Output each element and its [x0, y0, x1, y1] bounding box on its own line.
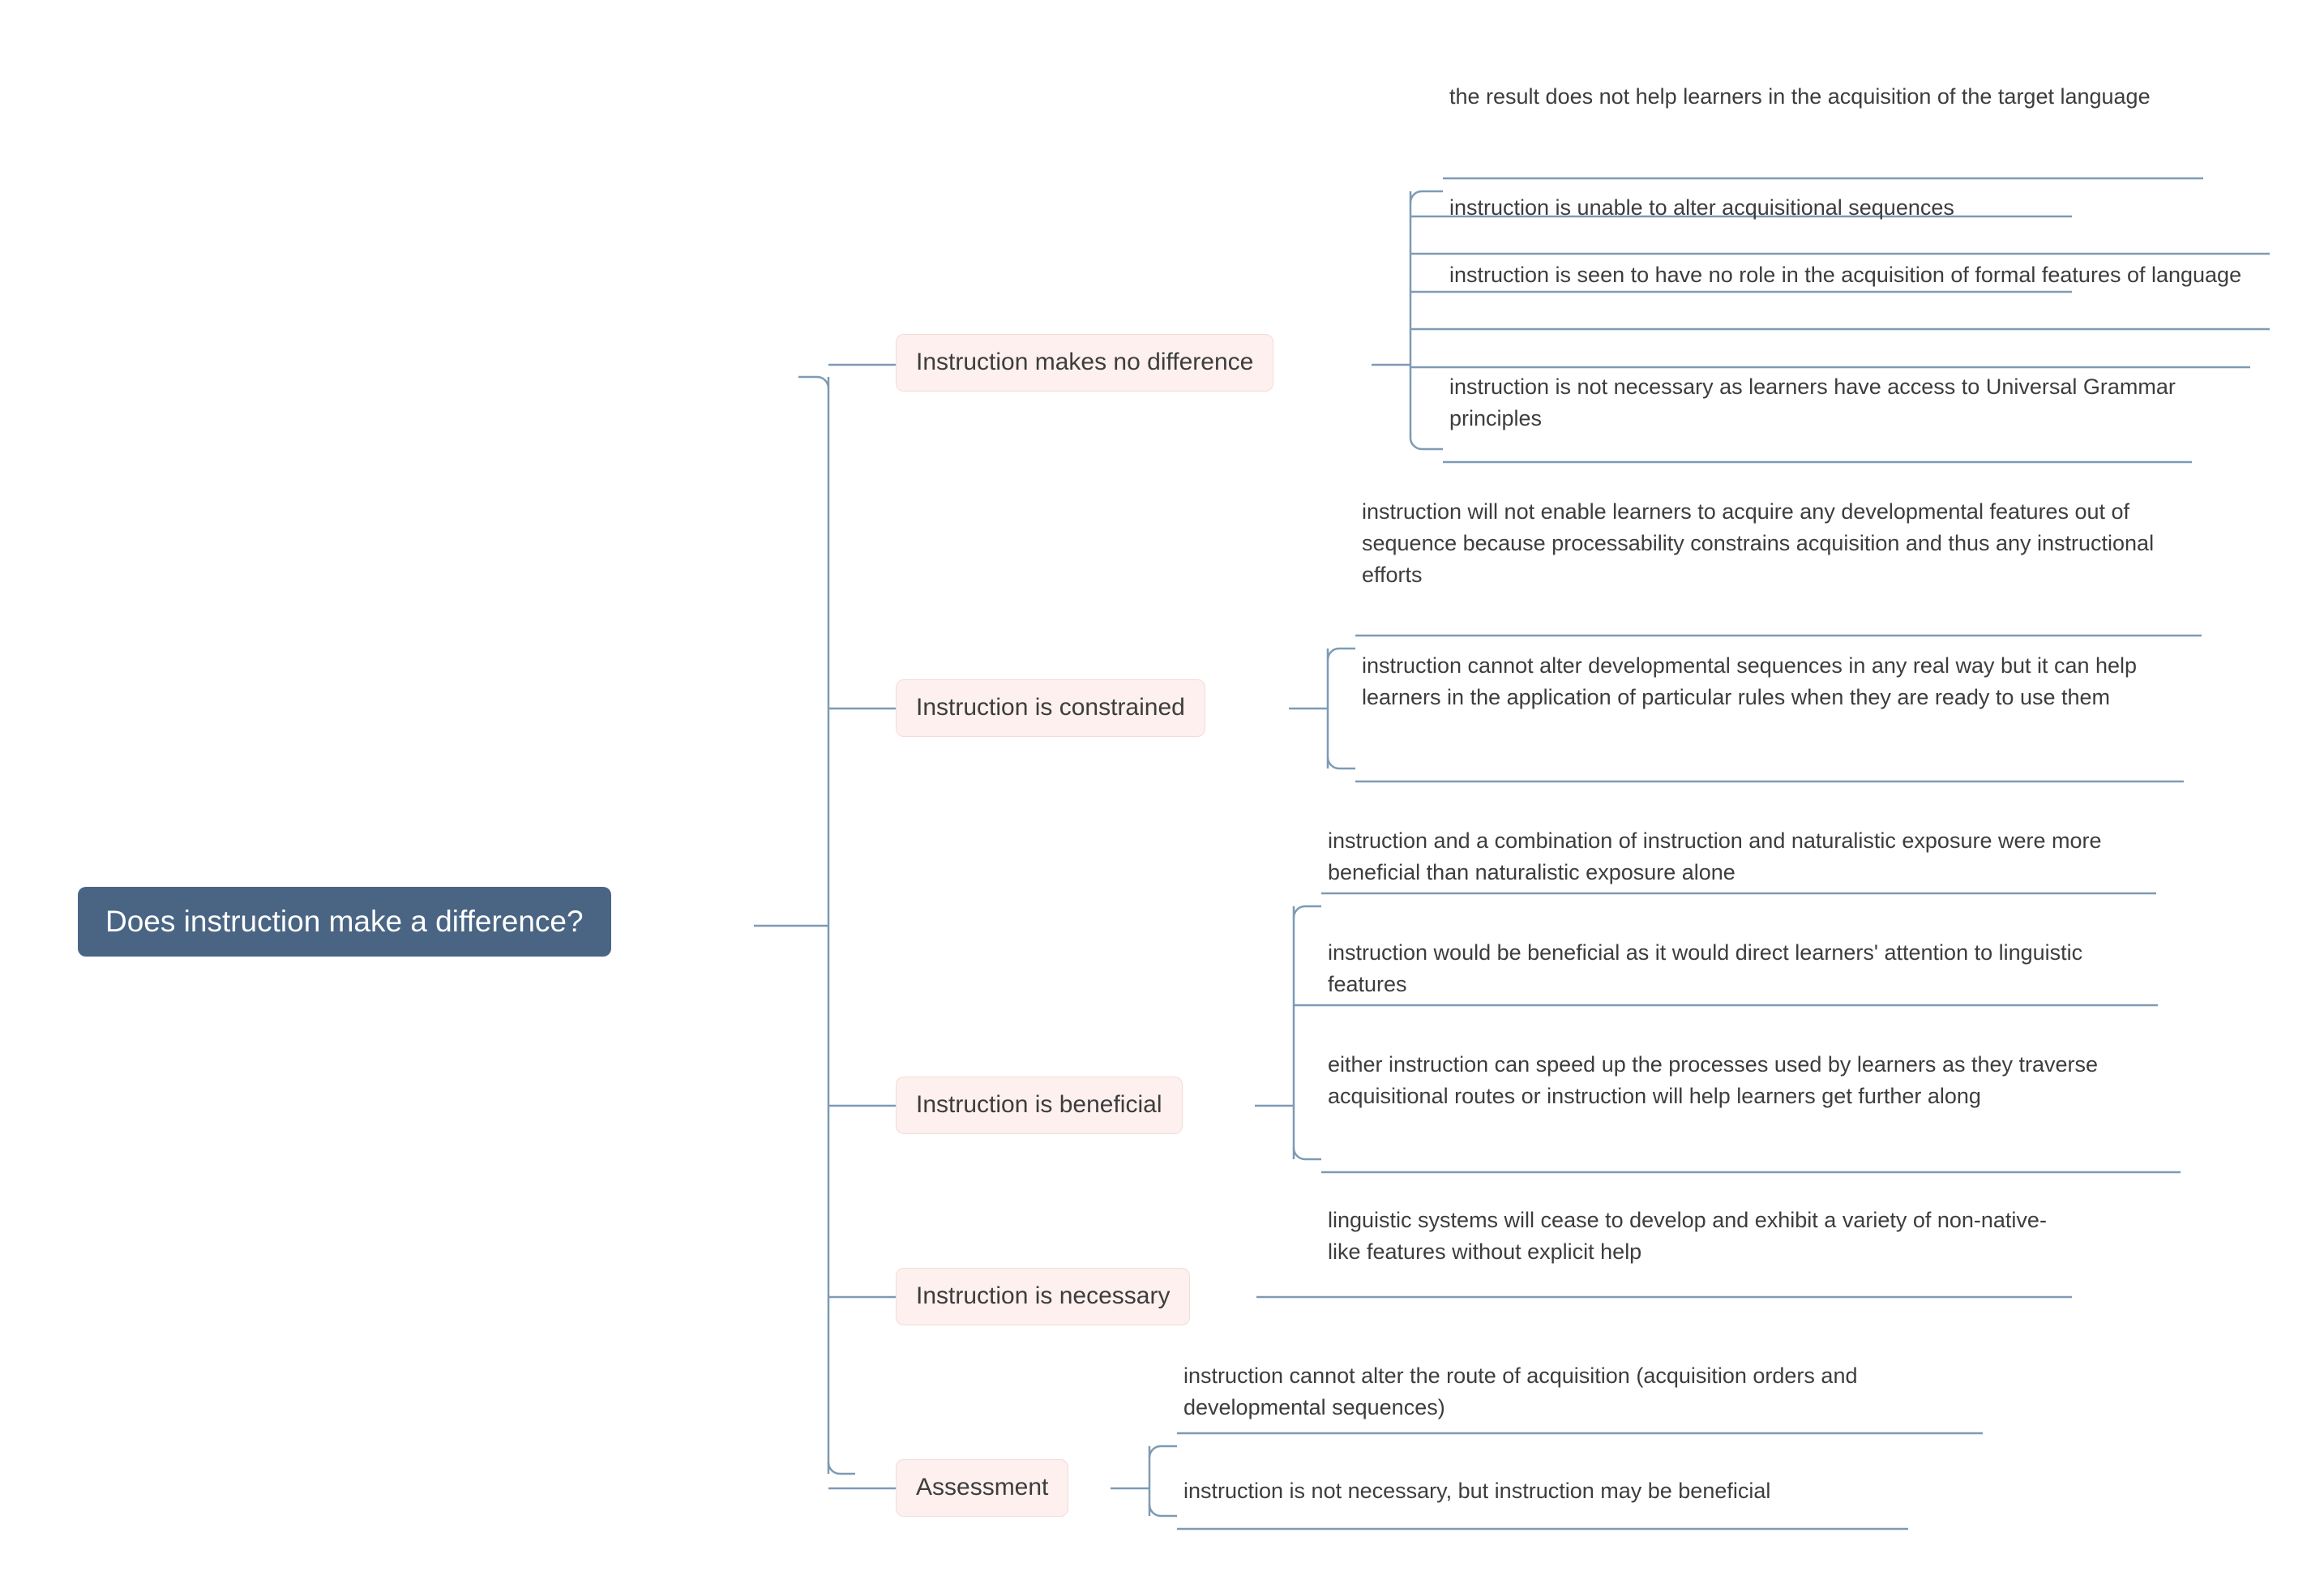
leaf-node-text: instruction is unable to alter acquisitional sequences — [1449, 195, 1954, 220]
leaf-node-text: instruction and a combination of instruction and naturalistic exposure were more beneficial than naturalistic exposure alone — [1328, 828, 2102, 885]
branch-node-label: Instruction is necessary — [916, 1282, 1171, 1309]
leaf-node-text: linguistic systems will cease to develop and exhibit a variety of non-native-like features without explicit help — [1328, 1208, 2047, 1265]
branch-node-label: Assessment — [916, 1474, 1049, 1501]
leaf-node-text: instruction cannot alter developmental sequences in any real way but it can help learners in the application of particular rules when they are ready to use them — [1362, 653, 2138, 710]
leaf-node-text: instruction would be beneficial as it would direct learners' attention to linguistic features — [1328, 940, 2083, 997]
leaf-node[interactable] — [1182, 1475, 1911, 1512]
branch-node-label: Instruction makes no difference — [916, 349, 1254, 375]
leaf-node[interactable] — [1326, 825, 2156, 893]
branch-node-instruction-is-beneficial[interactable] — [896, 1077, 1183, 1134]
leaf-node[interactable] — [1326, 1205, 2072, 1273]
branch-node-instruction-is-necessary[interactable] — [896, 1268, 1190, 1325]
leaf-node-text: the result does not help learners in the acquisition of the target language — [1449, 84, 2151, 109]
leaf-node[interactable] — [1448, 259, 2268, 296]
root-node-label: Does instruction make a difference? — [105, 905, 584, 938]
leaf-node-text: instruction will not enable learners to acquire any developmental features out of sequence because processability constrains acquisition and thus any instructional efforts — [1362, 499, 2155, 588]
leaf-node-text: instruction cannot alter the route of acquisition (acquisition orders and developmental sequences) — [1183, 1364, 1858, 1420]
leaf-node[interactable] — [1182, 1360, 1984, 1428]
branch-node-label: Instruction is constrained — [916, 694, 1185, 721]
leaf-node-text: instruction is not necessary, but instruction may be beneficial — [1183, 1479, 1771, 1503]
branch-node-label: Instruction is beneficial — [916, 1091, 1162, 1118]
leaf-node[interactable] — [1326, 937, 2156, 1005]
leaf-node-text: either instruction can speed up the processes used by learners as they traverse acquisitional routes or instruction will help learners get further along — [1328, 1052, 2099, 1109]
leaf-node[interactable] — [1448, 192, 2177, 229]
leaf-node[interactable] — [1448, 81, 2202, 118]
branch-node-instruction-is-constrained[interactable] — [896, 679, 1205, 737]
leaf-node[interactable] — [1360, 496, 2200, 596]
leaf-node[interactable] — [1360, 650, 2182, 718]
root-node[interactable] — [78, 887, 611, 957]
leaf-node-text: instruction is seen to have no role in the acquisition of formal features of language — [1449, 263, 2242, 287]
leaf-node[interactable] — [1326, 1049, 2179, 1117]
leaf-node-text: instruction is not necessary as learners have access to Universal Grammar principles — [1449, 375, 2176, 431]
leaf-node[interactable] — [1448, 371, 2202, 439]
branch-node-assessment[interactable] — [896, 1459, 1068, 1517]
branch-node-instruction-makes-no-difference[interactable] — [896, 334, 1273, 392]
